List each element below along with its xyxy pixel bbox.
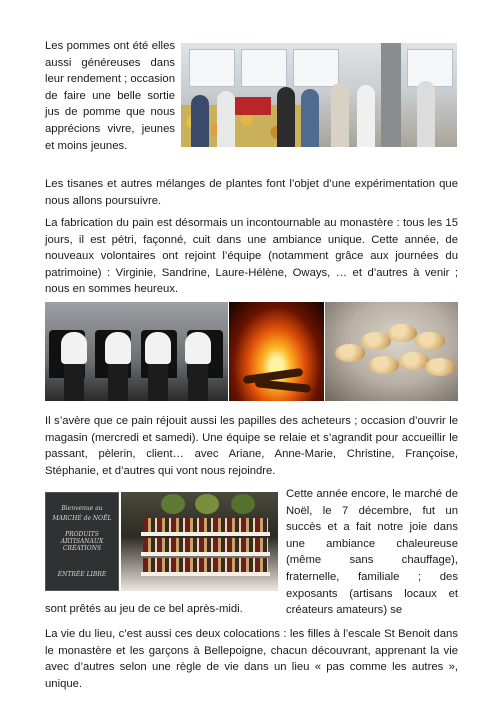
bread-loaves-photo (325, 302, 458, 401)
chalkboard-line-3: PRODUITS ARTISANAUX (60, 531, 104, 545)
paragraph-tisanes: Les tisanes et autres mélanges de plantes font l’objet d’une expérimentation que nous allons poursuivre. (45, 178, 458, 207)
paragraph-colocations: La vie du lieu, c’est aussi ces deux colocations : les filles à l’escale St Benoit dans le monastère et les garçons à Bellepoigne, chacun découvrant, apprenant la vie avec d’autres selon une règle de vie dans un lieu « pas comme les autres », unique. (45, 628, 458, 690)
chalkboard-line-1: Bienvenue au (61, 505, 103, 512)
oven-fire-photo (229, 302, 324, 401)
paragraph-pain: La fabrication du pain est désormais un incontournable au monastère : tous les 15 jours, il est pétri, façonné, cuit dans une ambiance unique. Cette année, de nouveaux volontaires ont rejoint l’équipe (notamment grâce aux journées du patrimoine) : Virginie, Sandrine, Laure-Hélène, Oways, … et d’autres à venir ; nous en sommes heureux. (45, 217, 458, 296)
paragraph-marche: Cette année encore, le marché de Noël, le 7 décembre, fut un succès et a fait notre joie dans une ambiance chaleureuse (même sans chauffage), fraternelle, familiale ; des exposants (artisans locaux et créateurs amateurs) se (286, 488, 458, 617)
bakers-photo (45, 302, 228, 401)
paragraph-apples: Les pommes ont été elles aussi généreuses dans leur rendement ; occasion de faire une belle sortie jus de pomme que nous apprécions vivre, jeunes et moins jeunes. (45, 40, 175, 152)
apple-pressing-photo (181, 43, 457, 147)
paragraph-marche-end: sont prêtés au jeu de ce bel après-midi. (45, 603, 243, 615)
chalkboard-sign-photo (45, 492, 119, 591)
chalkboard-line-5: ENTRÉE LIBRE (57, 571, 107, 578)
chalkboard-line-2: MARCHÉ de NOËL (52, 515, 112, 522)
paragraph-papilles: Il s’avère que ce pain réjouit aussi les papilles des acheteurs ; occasion d’ouvrir le magasin (mercredi et samedi). Une équipe se relaie et s’agrandit pour accueillir le passant, pèlerin, client… avec Ariane, Anne-Marie, Christine, Françoise, Stéphanie, et d’autres qui vont nous rejoindre. (45, 415, 458, 477)
chalkboard-line-4: CRÉATIONS (62, 545, 102, 552)
market-stall-photo (121, 492, 278, 591)
